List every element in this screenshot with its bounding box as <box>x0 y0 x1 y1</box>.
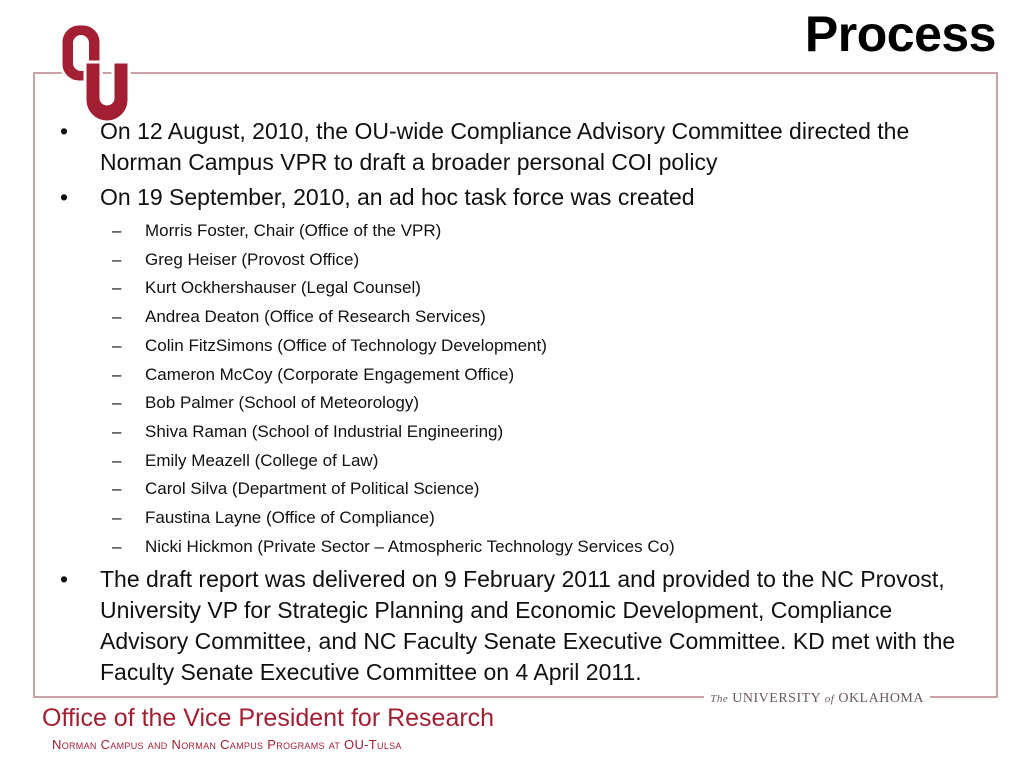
member-text: Kurt Ockhershauser (Legal Counsel) <box>145 278 421 298</box>
dash-icon: – <box>112 307 122 327</box>
page-title: Process <box>804 6 996 62</box>
dash-icon: – <box>112 450 122 470</box>
list-item <box>60 504 985 533</box>
member-text: Nicki Hickmon (Private Sector – Atmospheric Technology Services Co) <box>145 536 675 556</box>
footer-subtitle: Norman Campus and Norman Campus Programs at OU-Tulsa <box>52 737 402 752</box>
dash-icon: – <box>112 364 122 384</box>
ou-logo <box>55 18 135 128</box>
member-text: Morris Foster, Chair (Office of the VPR) <box>145 221 442 240</box>
list-item <box>60 116 985 178</box>
bullet-icon: • <box>60 566 69 593</box>
list-item <box>60 303 985 332</box>
list-item <box>60 217 985 246</box>
dash-icon: – <box>112 278 122 298</box>
list-item <box>60 389 985 418</box>
university-wordmark: The UNIVERSITY of OKLAHOMA <box>704 691 930 707</box>
list-item <box>60 418 985 447</box>
dash-icon: – <box>112 221 122 240</box>
member-text: Faustina Layne (Office of Compliance) <box>145 508 435 528</box>
list-item <box>60 332 985 361</box>
list-item <box>60 182 985 213</box>
dash-icon: – <box>112 508 122 528</box>
member-text: Cameron McCoy (Corporate Engagement Office) <box>145 364 515 384</box>
dash-icon: – <box>112 393 122 413</box>
footer-title: Office of the Vice President for Research <box>42 704 495 732</box>
bullet-text: On 19 September, 2010, an ad hoc task force was created <box>100 184 695 210</box>
list-item <box>60 533 985 562</box>
member-text: Greg Heiser (Provost Office) <box>145 249 360 269</box>
dash-icon: – <box>112 249 122 269</box>
dash-icon: – <box>112 335 122 355</box>
member-text: Andrea Deaton (Office of Research Services) <box>145 307 486 327</box>
dash-icon: – <box>112 536 122 556</box>
list-item <box>60 447 985 476</box>
list-item <box>60 361 985 390</box>
list-item <box>60 564 985 688</box>
dash-icon: – <box>112 479 122 499</box>
member-text: Carol Silva (Department of Political Science) <box>145 479 480 499</box>
slide-body <box>60 116 985 688</box>
bullet-icon: • <box>60 184 69 210</box>
bullet-text: On 12 August, 2010, the OU-wide Compliance Advisory Committee directed the Norman Campus VPR to draft a broader personal COI policy <box>100 118 910 175</box>
dash-icon: – <box>112 421 122 441</box>
member-text: Bob Palmer (School of Meteorology) <box>145 393 420 413</box>
member-text: Emily Meazell (College of Law) <box>145 450 379 470</box>
bullet-text: The draft report was delivered on 9 February 2011 and provided to the NC Provost, University VP for Strategic Planning and Economic Development, Compliance Advisory Committee, and NC Faculty Senate Executive Committee. KD met with the Faculty Senate Executive Committee on 4 April 2011. <box>100 566 956 686</box>
task-force-list <box>60 217 985 561</box>
list-item <box>60 475 985 504</box>
list-item <box>60 246 985 275</box>
member-text: Colin FitzSimons (Office of Technology Development) <box>145 335 547 355</box>
list-item <box>60 274 985 303</box>
member-text: Shiva Raman (School of Industrial Engineering) <box>145 421 504 441</box>
bullet-icon: • <box>60 118 69 144</box>
